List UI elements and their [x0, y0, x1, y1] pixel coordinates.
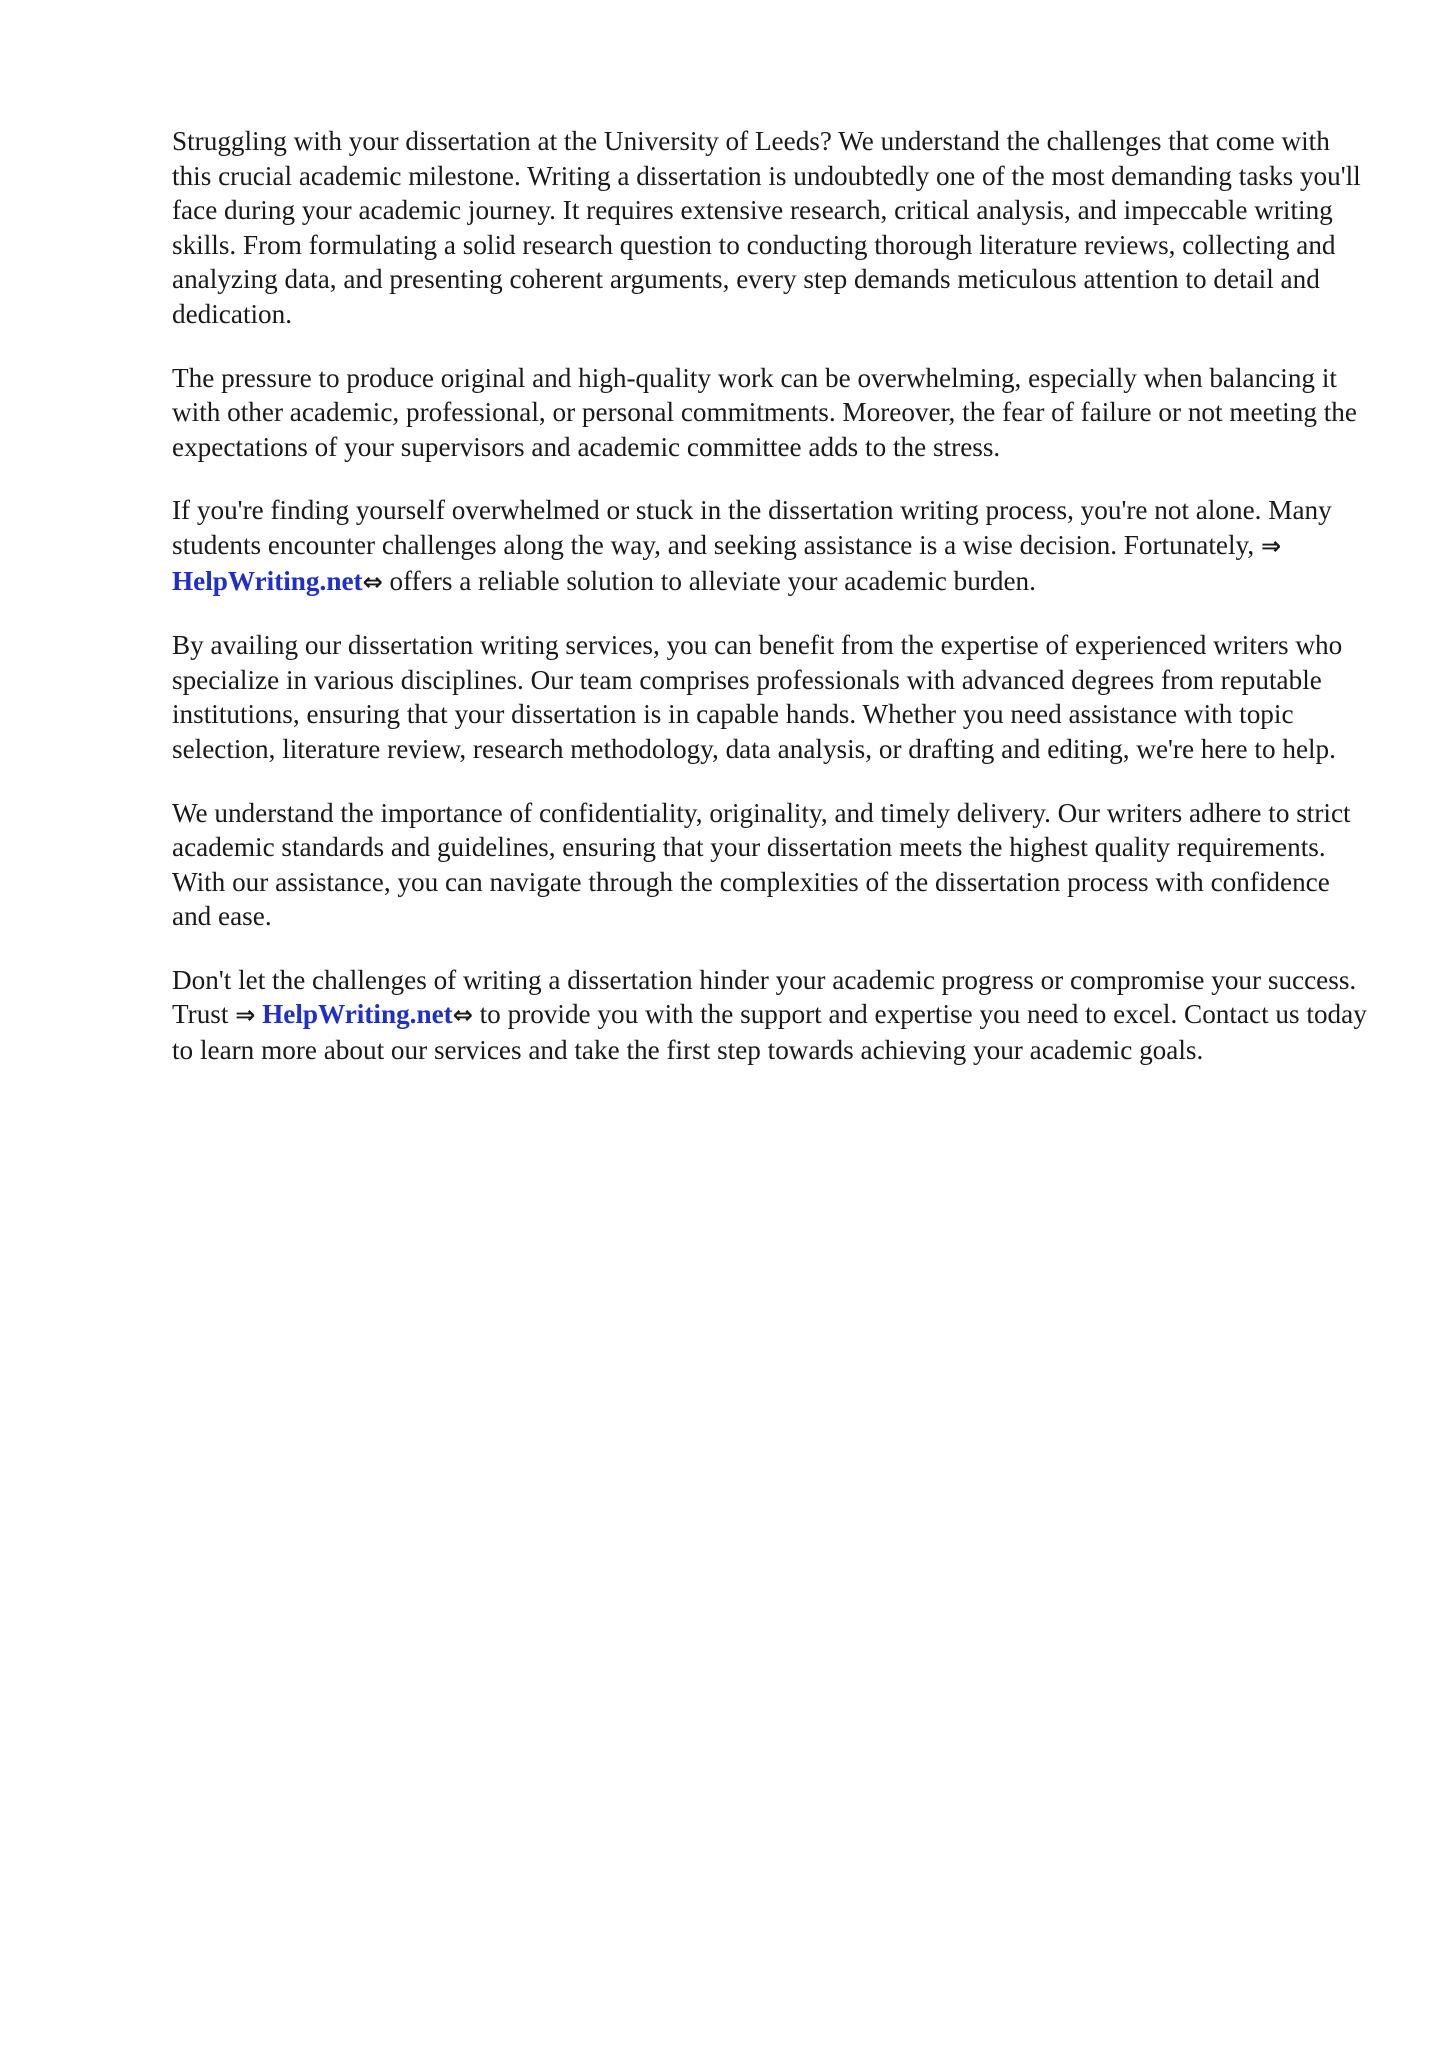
left-right-double-arrow-icon: ⇔ [452, 1001, 473, 1030]
helpwriting-link[interactable]: HelpWriting.net [262, 999, 453, 1030]
paragraph-closing-text-after: to provide you with the support and expertise you need to excel. Contact us today to learn more about our services and take the first step towards achieving your academic goals. [172, 999, 1367, 1066]
paragraph-closing-text-before: Don't let the challenges of writing a dissertation hinder your academic progress or compromise your success. Trust [172, 964, 1357, 1030]
paragraph-services: By availing our dissertation writing services, you can benefit from the expertise of experienced writers who specialize in various disciplines. Our team comprises professionals with advanced degrees from reputable institutions, ensuring that your dissertation is in capable hands. Whether you need assistance with topic selection, literature review, research methodology, data analysis, or drafting and editing, we're here to help. [172, 630, 1343, 764]
right-double-arrow-icon: ⇒ [235, 1001, 256, 1030]
paragraph-quality: We understand the importance of confidentiality, originality, and timely delivery. Our writers adhere to strict academic standards and guidelines, ensuring that your dissertation meets the highest quality requirements. With our assistance, you can navigate through the complexities of the dissertation process with confidence and ease. [172, 797, 1351, 932]
paragraph-intro: Struggling with your dissertation at the University of Leeds? We understand the challenges that come with this crucial academic milestone. Writing a dissertation is undoubtedly one of the most demanding tasks you'll face during your academic journey. It requires extensive research, critical analysis, and impeccable writing skills. From formulating a solid research question to conducting thorough literature reviews, collecting and analyzing data, and presenting coherent arguments, every step demands meticulous attention to detail and dedication. [172, 126, 1361, 329]
paragraph-closing [172, 963, 1372, 1068]
document-body [172, 124, 1372, 1097]
helpwriting-link[interactable]: HelpWriting.net [172, 565, 363, 596]
paragraph-pressure: The pressure to produce original and high-quality work can be overwhelming, especially when balancing it with other academic, professional, or personal commitments. Moreover, the fear of failure or not meeting the expectations of your supervisors and academic committee adds to the stress. [172, 362, 1357, 462]
left-right-double-arrow-icon: ⇔ [362, 567, 383, 596]
paragraph-solution [172, 493, 1372, 599]
paragraph-solution-text-after: offers a reliable solution to alleviate your academic burden. [382, 565, 1036, 596]
right-double-arrow-icon: ⇒ [1260, 531, 1282, 560]
paragraph-solution-text-before: If you're finding yourself overwhelmed or stuck in the dissertation writing process, you're not alone. Many students encounter challenges along the way, and seeking assistance is a wise decision. Fortunately, [172, 495, 1332, 560]
